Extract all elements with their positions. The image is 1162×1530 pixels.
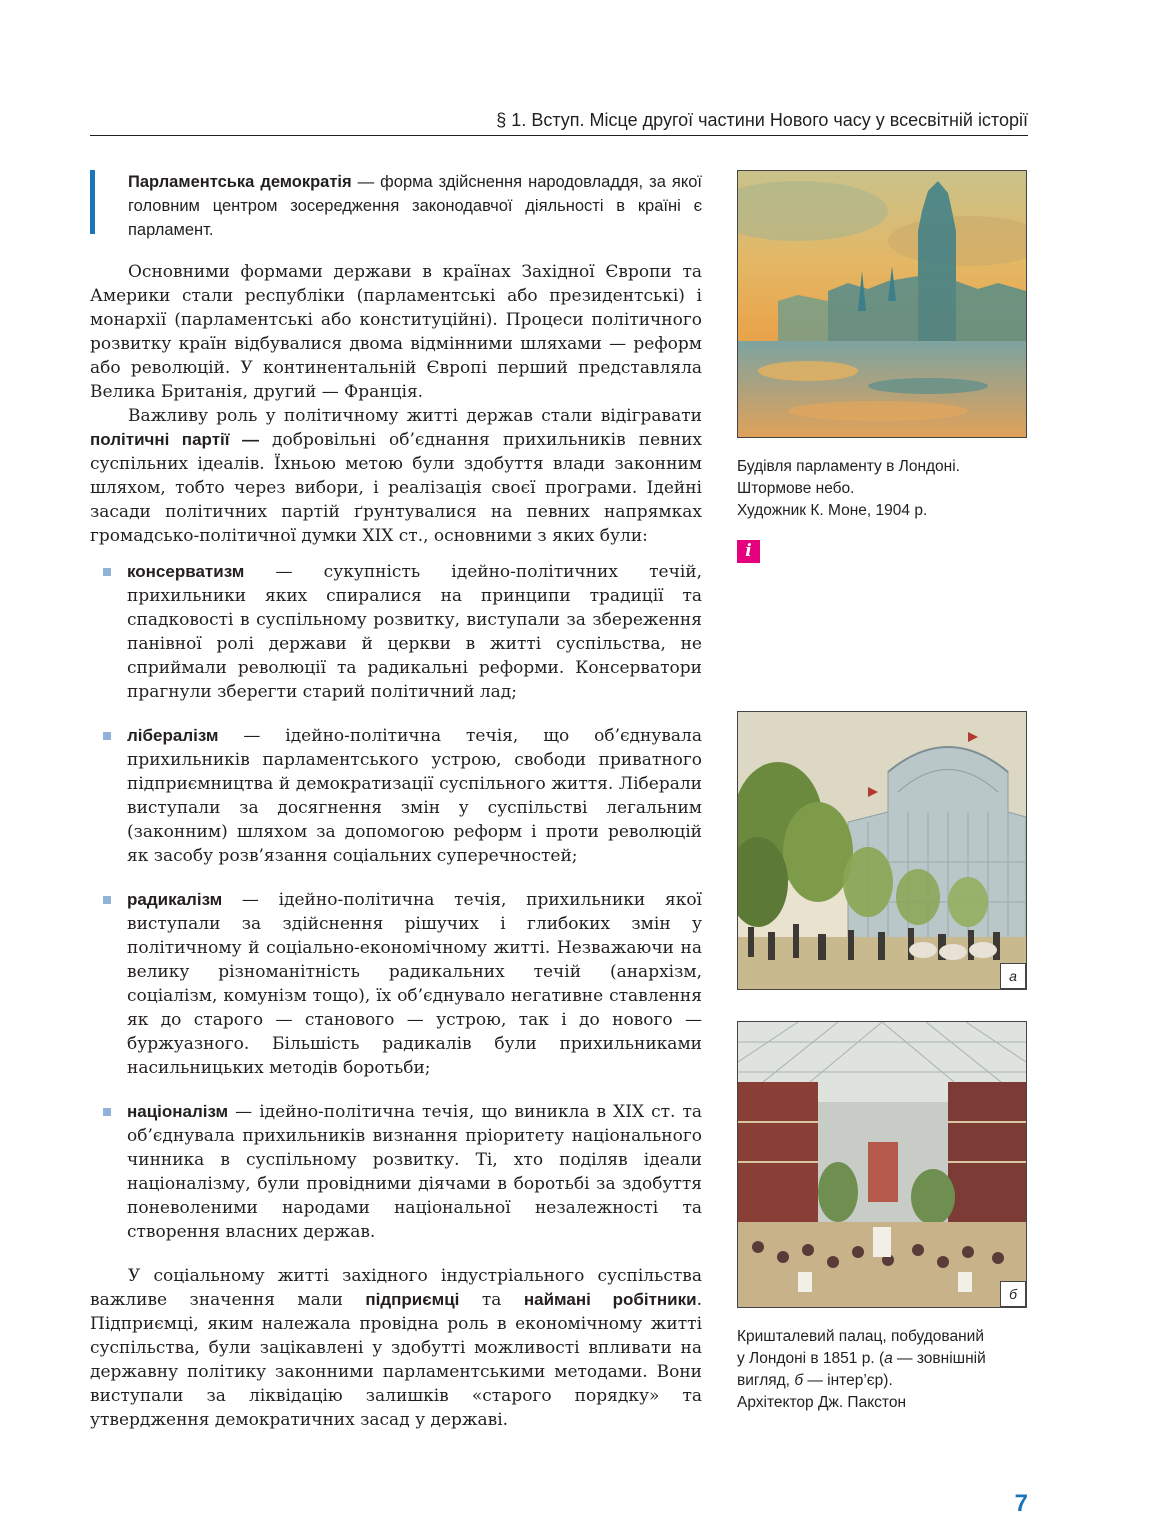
paragraph-2-start: Важливу роль у політичному житті держав стали відігравати — [128, 406, 702, 426]
list-item-term: націоналізм — [127, 1102, 229, 1121]
definition-accent-bar — [90, 170, 95, 234]
paragraph-2-term: політичні партії — — [90, 430, 259, 449]
caption-fragment: а — [884, 1350, 893, 1367]
paragraph-1: Основними формами держави в країнах Західної Європи та Америки стали республіки (парламентські або президентські) і монархії (парламентські або конституційні). Процеси політичного розвитку країн відбувалися двома відмінними шляхами — реформ або революцій. У континентальній Європі перший представляла Велика Британія, другий — Франція. — [90, 262, 702, 402]
list-item — [90, 560, 702, 704]
definition-box — [128, 170, 702, 242]
definition-term: Парламентська демократія — [128, 173, 352, 191]
paragraph-2-rest: добровільні об’єднання прихильників певних суспільних ідеалів. Їхньою метою були здобуття влади законним шляхом, тобто через вибори, і реалізація своєї програми. Ідейні засади політичних партій ґрунтувалися на певних напрямках громадсько-політичної думки XIX ст., основними з яких були: — [90, 430, 702, 546]
list-item — [90, 888, 702, 1080]
parliament-painting-image — [737, 170, 1027, 438]
caption-line: Будівля парламенту в Лондоні. — [737, 458, 960, 475]
caption-fragment: — зовнішній — [892, 1350, 986, 1367]
main-text — [90, 260, 702, 1432]
caption-fragment: — інтер’єр). — [803, 1372, 893, 1389]
parliament-caption — [737, 456, 1037, 522]
caption-line: Кришталевий палац, побудований — [737, 1328, 984, 1345]
page-number: 7 — [1014, 1490, 1028, 1517]
crystal-palace-caption — [737, 1326, 1037, 1414]
caption-line — [737, 1348, 1037, 1370]
image-label-a: а — [1000, 963, 1026, 989]
paragraph-3-term-2: наймані робітники — [523, 1290, 697, 1309]
list-item — [90, 724, 702, 868]
image-label-b: б — [1000, 1281, 1026, 1307]
bullet-square-icon — [103, 1108, 111, 1116]
list-item-term: радикалізм — [127, 890, 223, 909]
paragraph-3-term-1: підприємці — [365, 1290, 460, 1309]
bullet-square-icon — [103, 896, 111, 904]
caption-fragment: у Лондоні в 1851 р. ( — [737, 1350, 885, 1367]
caption-line: Штормове небо. — [737, 480, 855, 497]
paragraph-3-rest: . Підприємці, яким належала провідна роль в економічному житті суспільства, були зацікавлені у здобутті можливості впливати на державну політику законними парламентськими методами. Вони виступали за ліквідацію залишків «старого порядку» та утвердження демократичних засад у державі. — [90, 1290, 702, 1430]
bullet-square-icon — [103, 732, 111, 740]
crystal-palace-exterior-image — [737, 711, 1027, 990]
list-item — [90, 1100, 702, 1244]
ideology-list — [90, 560, 702, 1244]
caption-fragment: б — [794, 1372, 804, 1389]
info-icon[interactable]: i — [737, 540, 760, 563]
paragraph-3-mid: та — [459, 1290, 524, 1310]
paragraph-3 — [90, 1264, 702, 1432]
paragraph-3-start: У соціальному житті західного індустріального суспільства важливе значення мали — [90, 1266, 702, 1310]
caption-line: Архітектор Дж. Пакстон — [737, 1394, 907, 1411]
bullet-square-icon — [103, 568, 111, 576]
crystal-palace-interior-image — [737, 1021, 1027, 1308]
list-item-text: — ідейно-політична течія, що об’єднувала прихильників парламентського устрою, свободи приватного підприємництва й демократизації суспільного життя. Ліберали виступали за досягнення змін у суспільстві легальним (законним) шляхом за допомогою реформ і проти революцій як засобу розв’язання соціальних суперечностей; — [127, 726, 702, 866]
list-item-text: — ідейно-політична течія, прихильники якої виступали за здійснення рішучих і глибоких змін у політичному й соціально-економічному житті. Незважаючи на велику різноманітність радикальних течій (анархізм, соціалізм, комунізм тощо), їх об’єднувало негативне ставлення як до старого — станового — устрою, так і до нового — буржуазного. Більшість радикалів були прихильниками насильницьких методів боротьби; — [127, 890, 702, 1078]
paragraph-2 — [90, 404, 702, 548]
caption-fragment: вигляд, — [737, 1372, 795, 1389]
list-item-text: — ідейно-політична течія, що виникла в XIX ст. та об’єднувала прихильників визнання пріоритету національного чинника в суспільному розвитку. Ті, хто поділяв ідеали націоналізму, були провідними діячами в боротьбі за здобуття поневоленими народами національної незалежності та створення власних держав. — [127, 1102, 702, 1242]
header-rule — [90, 135, 1028, 136]
list-item-term: лібералізм — [127, 726, 219, 745]
caption-line: Художник К. Моне, 1904 р. — [737, 502, 928, 519]
list-item-term: консерватизм — [127, 562, 245, 581]
running-header: § 1. Вступ. Місце другої частини Нового часу у всесвітній історії — [496, 110, 1028, 130]
list-item-text: — сукупність ідейно-політичних течій, прихильники яких спиралися на принципи традиції та спадковості в суспільному розвитку, виступали за збереження панівної ролі держави й церкви в житті суспільства, не сприймали революції та радикальні реформи. Консерватори прагнули зберегти старий політичний лад; — [127, 562, 702, 702]
definition-text: — форма здійснення народовладдя, за якої головним центром зосередження законодавчої діяльності в країні є парламент. — [128, 173, 702, 239]
caption-line — [737, 1370, 1037, 1392]
